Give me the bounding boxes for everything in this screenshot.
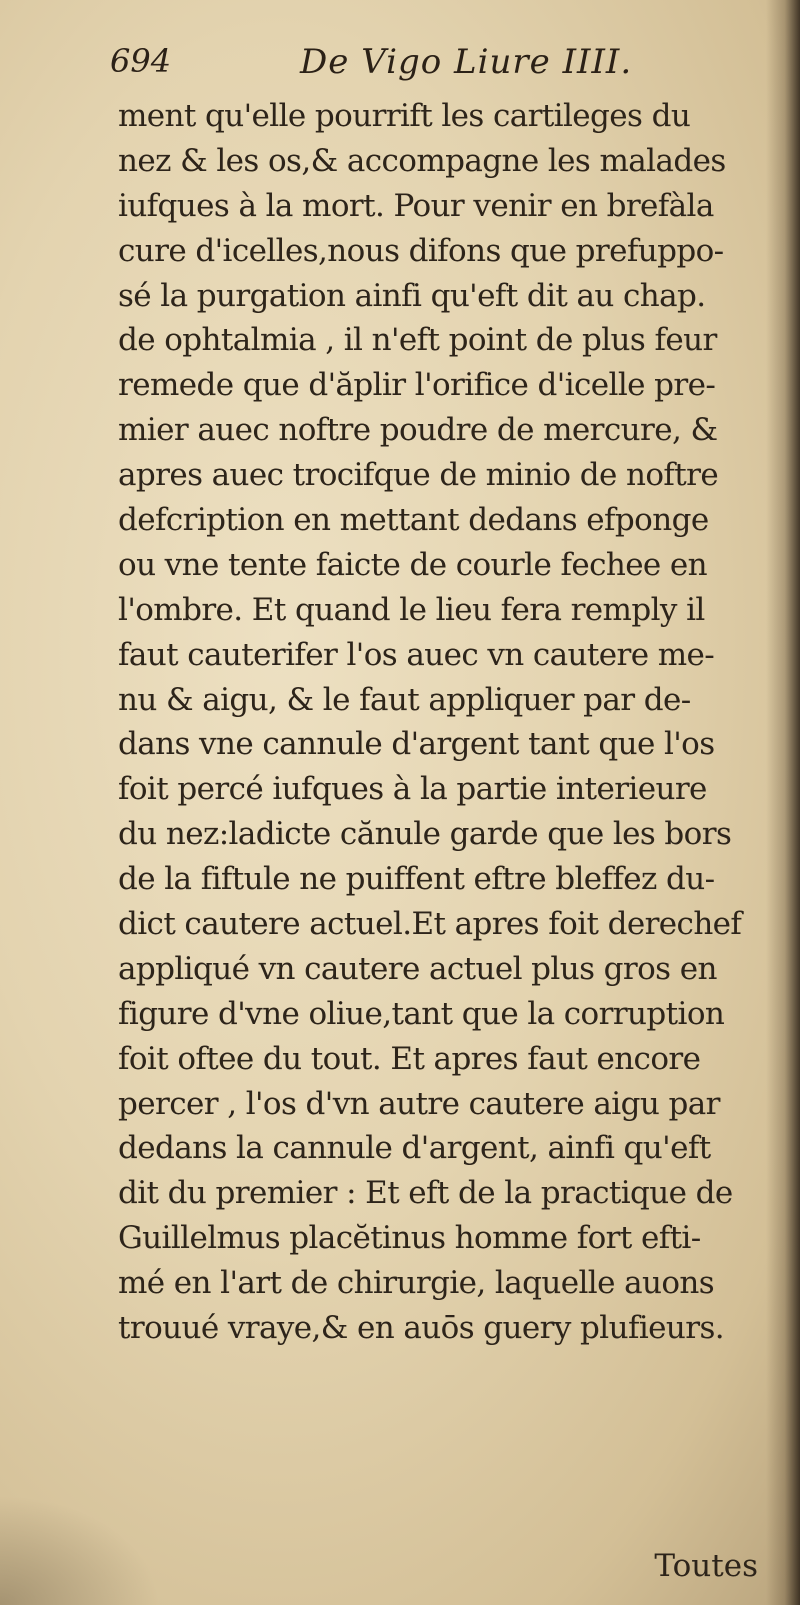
page-header	[110, 42, 750, 92]
text-line: mé en l'art de chirurgie, laquelle auons	[118, 1265, 715, 1302]
text-line: sé la purgation ainfi qu'eft dit au chap.	[118, 277, 706, 314]
text-line: nez & les os,& accompagne les malades	[118, 142, 726, 179]
text-line: nu & aigu, & le faut appliquer par de-	[118, 681, 691, 718]
text-line: dans vne cannule d'argent tant que l'os	[118, 726, 715, 763]
running-head: De Vigo Liure IIII.	[300, 42, 633, 82]
text-line: faut cauterifer l'os auec vn cautere me-	[118, 636, 715, 673]
text-line: appliqué vn cautere actuel plus gros en	[118, 950, 717, 987]
text-line: ment qu'elle pourrift les cartileges du	[118, 98, 691, 134]
text-line: apres auec trocifque de minio de noftre	[118, 457, 719, 494]
catchword: Toutes	[654, 1548, 758, 1584]
text-line: foit oftee du tout. Et apres faut encore	[118, 1040, 701, 1077]
text-line: iufques à la mort. Pour venir en brefàla	[118, 187, 714, 224]
text-line: dedans la cannule d'argent, ainfi qu'eft	[118, 1130, 711, 1167]
text-line: de ophtalmia , il n'eft point de plus feur	[118, 322, 717, 359]
text-line: l'ombre. Et quand le lieu fera remply il	[118, 591, 705, 628]
text-line: cure d'icelles,nous difons que prefuppo-	[118, 232, 724, 269]
text-line: dict cautere actuel.Et apres foit derechef	[118, 906, 742, 943]
text-line: ou vne tente faicte de courle fechee en	[118, 546, 708, 583]
text-line: dit du premier : Et eft de la practique de	[118, 1175, 733, 1212]
text-line: figure d'vne oliue,tant que la corruption	[118, 995, 725, 1032]
text-line: trouué vraye,& en auōs guery plufieurs.	[118, 1310, 725, 1347]
text-line: du nez:ladicte cănule garde que les bors	[118, 816, 732, 853]
folio-number: 694	[110, 42, 172, 80]
text-line: remede que d'ăplir l'orifice d'icelle pre-	[118, 367, 716, 404]
body-text	[118, 94, 768, 1351]
text-line: de la fiftule ne puiffent eftre bleffez du-	[118, 861, 715, 898]
text-line: percer , l'os d'vn autre cautere aigu par	[118, 1085, 720, 1122]
page-gutter-shadow	[766, 0, 800, 1605]
text-line: foit percé iufques à la partie interieure	[118, 771, 707, 808]
text-line: mier auec noftre poudre de mercure, &	[118, 412, 718, 449]
page-corner-shadow	[0, 1495, 160, 1605]
text-line: Guillelmus placĕtinus homme fort efti-	[118, 1220, 701, 1257]
text-line: defcription en mettant dedans efponge	[118, 502, 709, 539]
